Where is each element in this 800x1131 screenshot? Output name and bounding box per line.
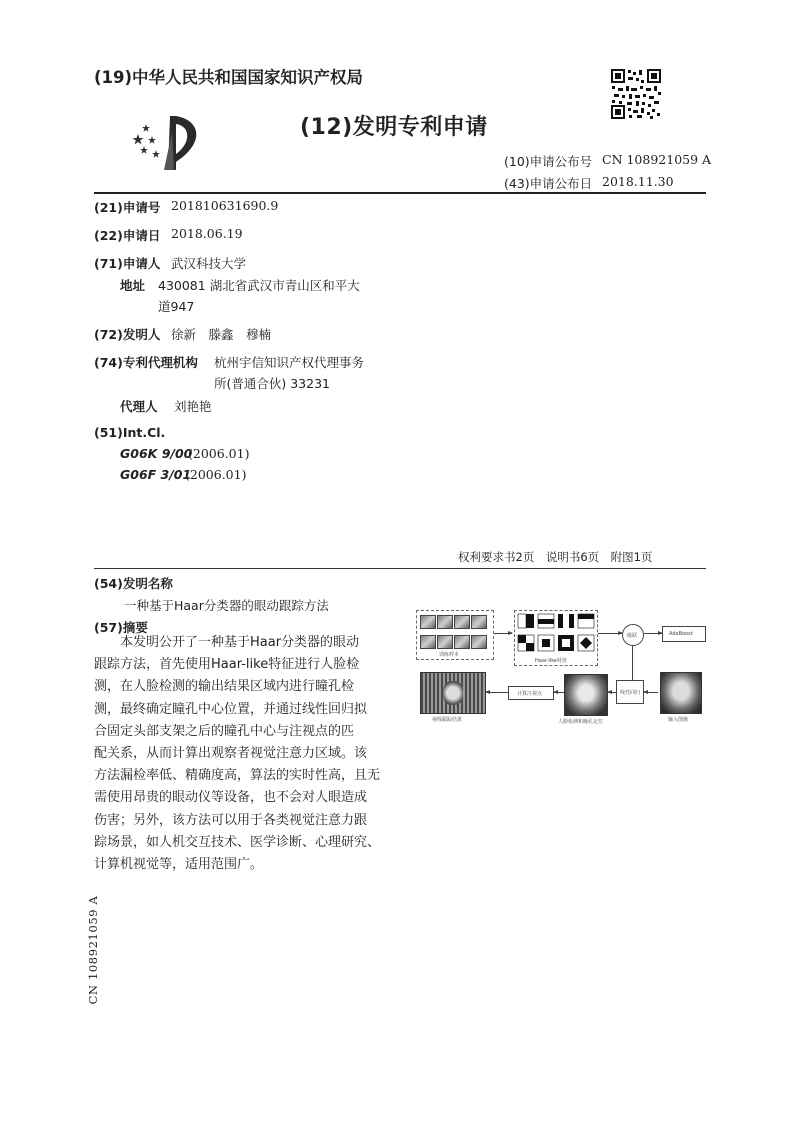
publication-number-value: CN 108921059 A (602, 152, 712, 167)
ipc-code-2: G06F 3/01 (120, 467, 192, 482)
qr-code-icon (610, 68, 662, 120)
cascade-node (622, 624, 644, 646)
flow-arrow (644, 633, 662, 634)
abstract-label: (57)摘要 (94, 620, 148, 635)
gaze-result-caption: 视线跟踪结果 (432, 717, 463, 723)
flow-arrow (494, 633, 512, 634)
sample-thumbnail (437, 615, 453, 629)
side-publication-number (86, 895, 100, 1005)
agency-line-1: 杭州宇信知识产权代理事务 (214, 355, 365, 370)
sample-thumbnail (420, 635, 436, 649)
application-number-value: 201810631690.9 (171, 198, 279, 213)
page-counts: 权利要求书2页 说明书6页 附图1页 (458, 550, 653, 564)
samples-caption: 训练样本 (439, 652, 460, 658)
sample-thumbnail (420, 615, 436, 629)
agent-value: 刘艳艳 (174, 399, 212, 414)
inventor-label: (72)发明人 (94, 327, 161, 342)
abstract-line: 方法漏检率低、精确度高，算法的实时性高，且无 (94, 768, 381, 784)
publication-date-label: (43)申请公布日 (504, 176, 593, 191)
application-date-label: (22)申请日 (94, 228, 161, 243)
abstract-line: 伤害；另外，该方法可以用于各类视觉注意力跟 (94, 812, 368, 828)
haar-features-box (514, 610, 598, 666)
abstract-line: 需使用昂贵的眼动仪等设备，也不会对人眼造成 (94, 790, 368, 806)
ipc-version-2: (2006.01) (185, 467, 247, 482)
agency-label: (74)专利代理机构 (94, 355, 198, 370)
address-line-2: 道947 (158, 299, 195, 314)
sample-thumbnail (471, 615, 487, 629)
application-number-label: (21)申请号 (94, 200, 161, 215)
input-image-caption: 输入图像 (668, 717, 689, 723)
abstract-line: 本发明公开了一种基于Haar分类器的眼动 (120, 635, 360, 650)
flow-arrow (644, 692, 658, 693)
face-detect-caption: 人脸检测和瞳孔定位 (558, 719, 604, 725)
qr-code (610, 68, 662, 120)
calc-caption: 计算注视点 (517, 691, 543, 697)
abstract-line: 配关系，从而计算出观察者视觉注意力区域。该 (94, 746, 368, 762)
header-divider (94, 192, 706, 194)
training-samples-box (416, 610, 494, 660)
abstract-line: 测，最终确定瞳孔中心位置，并通过线性回归拟 (94, 701, 368, 717)
ipc-version-1: (2006.01) (188, 446, 250, 461)
abstract-line: 计算机视觉等，适用范围广。 (94, 857, 264, 873)
flow-connector (632, 646, 633, 680)
cascade-caption: 级联 (627, 633, 638, 639)
flow-arrow (608, 692, 616, 693)
inventor-value: 徐新 滕鑫 穆楠 (171, 327, 272, 342)
haar-caption: Haar-like特征 (535, 658, 567, 664)
office-name: (19)中华人民共和国国家知识产权局 (94, 68, 364, 87)
application-date-value: 2018.06.19 (171, 226, 243, 241)
haar-features-icon (515, 611, 597, 657)
adaboost-caption: AdaBoost (669, 631, 693, 637)
document-type: (12)发明专利申请 (300, 115, 488, 140)
agency-line-2: 所(普通合伙) 33231 (214, 376, 330, 391)
side-publication-number-text: CN 108921059 A (86, 895, 100, 1005)
page-counts-divider (94, 568, 706, 569)
address-line-1: 430081 湖北省武汉市青山区和平大 (158, 278, 360, 293)
int-cl-label: (51)Int.Cl. (94, 425, 166, 440)
abstract-line: 踪场景，如人机交互技术、医学诊断、心理研究、 (94, 834, 381, 850)
applicant-value: 武汉科技大学 (171, 256, 247, 271)
sample-thumbnail (471, 635, 487, 649)
calc-box (508, 686, 554, 700)
regression-caption: 线性回归 (620, 690, 641, 696)
logo-icon (130, 112, 212, 174)
abstract-figure (414, 608, 708, 730)
invention-title-label: (54)发明名称 (94, 576, 173, 591)
invention-title-value: 一种基于Haar分类器的眼动跟踪方法 (124, 598, 329, 613)
gaze-result-image (420, 672, 486, 714)
abstract-body (94, 632, 414, 876)
abstract-line: 测，在人脸检测的输出结果区域内进行瞳孔检 (94, 679, 355, 695)
sample-thumbnail (454, 635, 470, 649)
sample-thumbnail (437, 635, 453, 649)
regression-box (616, 680, 644, 704)
flow-arrow (598, 633, 622, 634)
adaboost-box (662, 626, 706, 642)
address-label: 地址 (120, 278, 146, 293)
abstract-line: 合固定头部支架之后的瞳孔中心与注视点的匹 (94, 723, 355, 739)
publication-number-label: (10)申请公布号 (504, 154, 593, 169)
ipc-code-1: G06K 9/00 (120, 446, 193, 461)
sample-thumbnail (454, 615, 470, 629)
face-detect-image (564, 674, 608, 716)
agent-label: 代理人 (120, 399, 158, 414)
abstract-line: 跟踪方法，首先使用Haar-like特征进行人脸检 (94, 657, 360, 673)
cnipa-logo (130, 112, 212, 174)
publication-date-value: 2018.11.30 (602, 174, 674, 189)
flow-arrow (486, 692, 508, 693)
flow-arrow (554, 692, 564, 693)
gaze-face-overlay (443, 681, 463, 705)
input-image (660, 672, 702, 714)
applicant-label: (71)申请人 (94, 256, 161, 271)
